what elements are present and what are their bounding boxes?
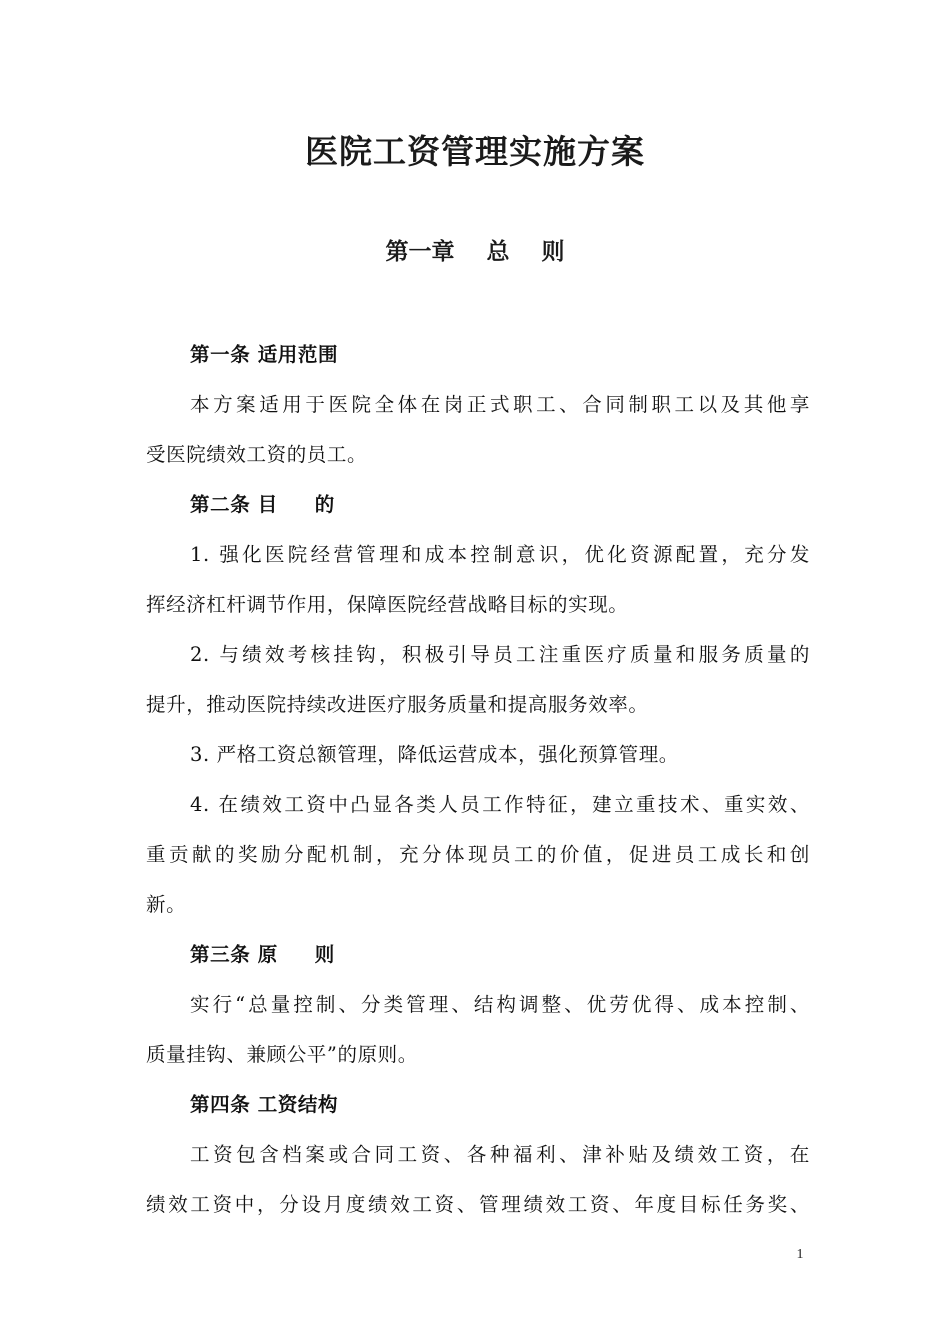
section-heading-scope: 第一条 适用范围 — [190, 343, 339, 366]
section-heading-principles: 第三条 原 则 — [190, 943, 335, 966]
paragraph-line: 1. 强化医院经营管理和成本控制意识，优化资源配置，充分发 — [190, 543, 810, 566]
section-heading-wage-structure: 第四条 工资结构 — [190, 1093, 339, 1116]
paragraph-line: 3. 严格工资总额管理，降低运营成本，强化预算管理。 — [190, 743, 679, 766]
paragraph-line: 本方案适用于医院全体在岗正式职工、合同制职工以及其他享 — [190, 393, 810, 416]
paragraph-line: 2. 与绩效考核挂钩，积极引导员工注重医疗质量和服务质量的 — [190, 643, 810, 666]
paragraph-line: 挥经济杠杆调节作用，保障医院经营战略目标的实现。 — [146, 593, 629, 616]
document-title: 医院工资管理实施方案 — [305, 132, 645, 171]
paragraph-line: 受医院绩效工资的员工。 — [146, 443, 368, 466]
paragraph-line: 工资包含档案或合同工资、各种福利、津补贴及绩效工资，在 — [190, 1143, 810, 1166]
paragraph-line: 提升，推动医院持续改进医疗服务质量和提高服务效率。 — [146, 693, 649, 716]
page-number: 1 — [796, 1247, 804, 1262]
chapter-title: 第一章 总 则 — [385, 238, 565, 265]
paragraph-line: 绩效工资中，分设月度绩效工资、管理绩效工资、年度目标任务奖、 — [146, 1193, 810, 1216]
paragraph-line: 新。 — [146, 893, 187, 916]
paragraph-line: 重贡献的奖励分配机制，充分体现员工的价值，促进员工成长和创 — [146, 843, 810, 866]
document-body — [146, 330, 810, 1230]
paragraph-line: 实行“总量控制、分类管理、结构调整、优劳优得、成本控制、 — [190, 993, 810, 1016]
section-heading-purpose: 第二条 目 的 — [190, 493, 335, 516]
paragraph-line: 4. 在绩效工资中凸显各类人员工作特征，建立重技术、重实效、 — [190, 793, 810, 816]
paragraph-line: 质量挂钩、兼顾公平”的原则。 — [146, 1043, 418, 1066]
